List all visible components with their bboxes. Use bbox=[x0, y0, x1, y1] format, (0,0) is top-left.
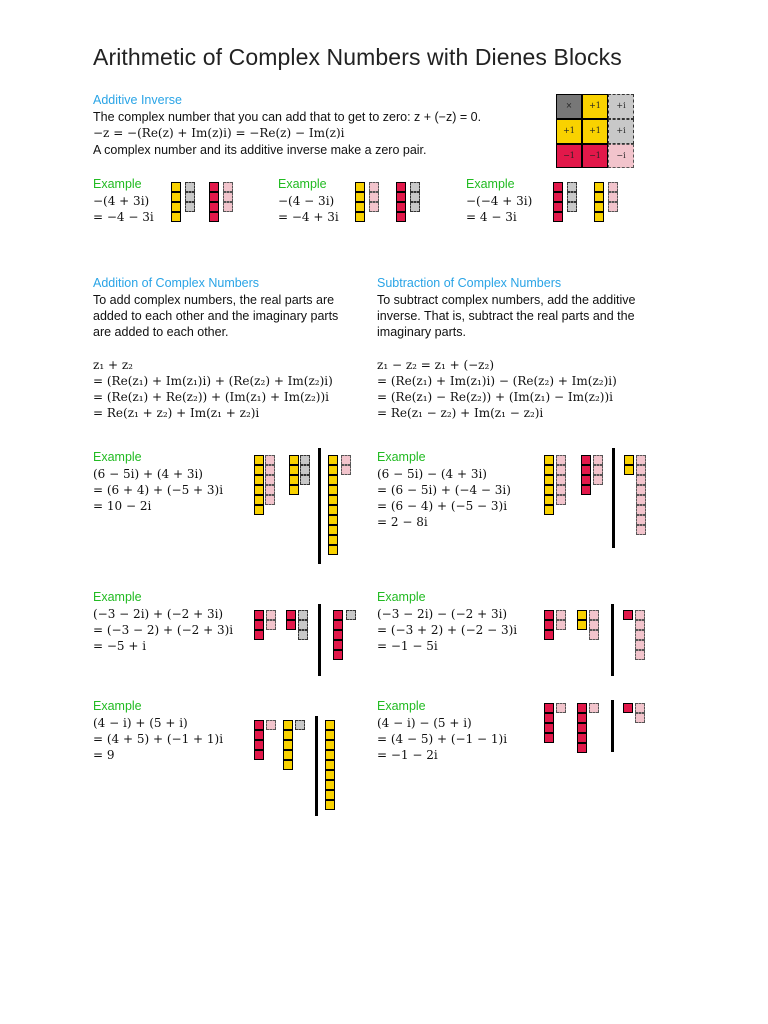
example-label: Example bbox=[278, 177, 327, 191]
example-line: (6 − 5i) + (4 + 3i) bbox=[93, 467, 203, 481]
subtraction-text-3: imaginary parts. bbox=[377, 325, 466, 339]
real-unit-block bbox=[355, 192, 365, 202]
real-unit-block bbox=[325, 800, 335, 810]
negative-real-block bbox=[623, 703, 633, 713]
equals-divider bbox=[318, 448, 321, 564]
negative-imaginary-block bbox=[636, 505, 646, 515]
negative-imaginary-block bbox=[635, 703, 645, 713]
additive-inverse-heading: Additive Inverse bbox=[93, 93, 182, 107]
imaginary-unit-block bbox=[300, 475, 310, 485]
real-unit-block bbox=[328, 525, 338, 535]
negative-imaginary-block bbox=[266, 620, 276, 630]
addition-formula-4: = Re(z₁ + z₂) + Im(z₁ + z₂)i bbox=[93, 406, 260, 420]
equals-divider bbox=[318, 604, 321, 676]
negative-real-block bbox=[254, 610, 264, 620]
example-line: = −5 + i bbox=[93, 639, 147, 653]
real-unit-block bbox=[325, 780, 335, 790]
imaginary-unit-block bbox=[185, 192, 195, 202]
negative-imaginary-block bbox=[636, 485, 646, 495]
negative-imaginary-block bbox=[556, 475, 566, 485]
real-unit-block bbox=[328, 505, 338, 515]
example-line: = 10 − 2i bbox=[93, 499, 152, 513]
negative-real-block bbox=[333, 610, 343, 620]
negative-imaginary-block bbox=[636, 495, 646, 505]
real-unit-block bbox=[577, 610, 587, 620]
real-unit-block bbox=[283, 760, 293, 770]
real-unit-block bbox=[594, 192, 604, 202]
example-line: (6 − 5i) − (4 + 3i) bbox=[377, 467, 487, 481]
negative-real-block bbox=[333, 620, 343, 630]
real-unit-block bbox=[594, 182, 604, 192]
negative-imaginary-block bbox=[589, 703, 599, 713]
negative-real-block bbox=[544, 733, 554, 743]
negative-imaginary-block bbox=[589, 630, 599, 640]
negative-imaginary-block bbox=[593, 475, 603, 485]
negative-real-block bbox=[333, 650, 343, 660]
example-line: = 2 − 8i bbox=[377, 515, 428, 529]
real-unit-block bbox=[328, 515, 338, 525]
example-label: Example bbox=[93, 177, 142, 191]
negative-imaginary-block bbox=[341, 465, 351, 475]
negative-imaginary-block bbox=[369, 192, 379, 202]
real-unit-block bbox=[328, 455, 338, 465]
imaginary-unit-block bbox=[298, 620, 308, 630]
negative-real-block bbox=[209, 202, 219, 212]
example-line: −(−4 + 3i) bbox=[466, 194, 533, 208]
negative-real-block bbox=[581, 455, 591, 465]
equals-divider bbox=[611, 604, 614, 676]
example-label: Example bbox=[93, 450, 142, 464]
real-unit-block bbox=[254, 495, 264, 505]
real-unit-block bbox=[254, 455, 264, 465]
addition-heading: Addition of Complex Numbers bbox=[93, 276, 260, 290]
real-unit-block bbox=[544, 495, 554, 505]
real-unit-block bbox=[328, 465, 338, 475]
negative-real-block bbox=[553, 212, 563, 222]
negative-imaginary-block bbox=[265, 465, 275, 475]
negative-imaginary-block bbox=[556, 495, 566, 505]
additive-inverse-line-1: The complex number that you can add that to get to zero: z + (−z) = 0. bbox=[93, 110, 482, 124]
example-line: = −4 − 3i bbox=[93, 210, 154, 224]
real-unit-block bbox=[594, 202, 604, 212]
negative-real-block bbox=[209, 182, 219, 192]
negative-real-block bbox=[286, 610, 296, 620]
imaginary-unit-block bbox=[298, 610, 308, 620]
real-unit-block bbox=[328, 535, 338, 545]
addition-text-1: To add complex numbers, the real parts are bbox=[93, 293, 335, 307]
block-key-grid bbox=[556, 94, 634, 168]
negative-real-block bbox=[396, 212, 406, 222]
negative-imaginary-block bbox=[265, 455, 275, 465]
negative-real-block bbox=[209, 212, 219, 222]
negative-imaginary-block bbox=[635, 713, 645, 723]
imaginary-unit-block bbox=[410, 202, 420, 212]
negative-real-block bbox=[577, 703, 587, 713]
real-unit-block bbox=[544, 465, 554, 475]
example-line: = (6 + 4) + (−5 + 3)i bbox=[93, 483, 224, 497]
negative-real-block bbox=[553, 192, 563, 202]
example-line: = 4 − 3i bbox=[466, 210, 517, 224]
negative-imaginary-block bbox=[556, 465, 566, 475]
negative-real-block bbox=[581, 465, 591, 475]
real-unit-block bbox=[544, 475, 554, 485]
real-unit-block bbox=[283, 750, 293, 760]
example-label: Example bbox=[377, 590, 426, 604]
negative-imaginary-block bbox=[265, 495, 275, 505]
negative-imaginary-block bbox=[608, 182, 618, 192]
imaginary-unit-block bbox=[346, 610, 356, 620]
negative-real-block bbox=[577, 713, 587, 723]
imaginary-unit-block bbox=[567, 202, 577, 212]
negative-real-block bbox=[581, 485, 591, 495]
equals-divider bbox=[612, 448, 615, 548]
negative-real-block bbox=[577, 733, 587, 743]
key-cell: −1 bbox=[563, 151, 575, 160]
real-unit-block bbox=[355, 212, 365, 222]
equals-divider bbox=[315, 716, 318, 816]
negative-imaginary-block bbox=[636, 475, 646, 485]
negative-real-block bbox=[581, 475, 591, 485]
real-unit-block bbox=[289, 465, 299, 475]
example-line: = (−3 + 2) + (−2 − 3)i bbox=[377, 623, 518, 637]
example-line: = −1 − 5i bbox=[377, 639, 438, 653]
negative-real-block bbox=[544, 723, 554, 733]
example-label: Example bbox=[93, 699, 142, 713]
real-unit-block bbox=[325, 740, 335, 750]
key-cell: +1 bbox=[563, 126, 575, 135]
negative-imaginary-block bbox=[635, 630, 645, 640]
example-line: −(4 + 3i) bbox=[93, 194, 150, 208]
real-unit-block bbox=[171, 202, 181, 212]
imaginary-unit-block bbox=[295, 720, 305, 730]
example-line: = −4 + 3i bbox=[278, 210, 339, 224]
example-label: Example bbox=[466, 177, 515, 191]
negative-real-block bbox=[623, 610, 633, 620]
example-line: = (6 − 4) + (−5 − 3)i bbox=[377, 499, 508, 513]
negative-imaginary-block bbox=[556, 620, 566, 630]
negative-real-block bbox=[577, 743, 587, 753]
addition-formula-2: = (Re(z₁) + Im(z₁)i) + (Re(z₂) + Im(z₂)i) bbox=[93, 374, 333, 388]
real-unit-block bbox=[328, 485, 338, 495]
negative-real-block bbox=[544, 703, 554, 713]
key-cell: +i bbox=[616, 126, 626, 135]
equals-divider bbox=[611, 700, 614, 752]
real-unit-block bbox=[577, 620, 587, 630]
example-line: (4 − i) + (5 + i) bbox=[93, 716, 188, 730]
negative-real-block bbox=[254, 750, 264, 760]
negative-imaginary-block bbox=[635, 620, 645, 630]
example-line: (−3 − 2i) + (−2 + 3i) bbox=[93, 607, 224, 621]
negative-real-block bbox=[544, 713, 554, 723]
negative-imaginary-block bbox=[608, 202, 618, 212]
imaginary-unit-block bbox=[185, 182, 195, 192]
negative-imaginary-block bbox=[265, 475, 275, 485]
real-unit-block bbox=[283, 720, 293, 730]
example-line: = (6 − 5i) + (−4 − 3i) bbox=[377, 483, 511, 497]
negative-real-block bbox=[254, 620, 264, 630]
negative-real-block bbox=[544, 610, 554, 620]
negative-imaginary-block bbox=[635, 640, 645, 650]
negative-imaginary-block bbox=[556, 703, 566, 713]
key-cell: −i bbox=[616, 151, 626, 160]
real-unit-block bbox=[328, 495, 338, 505]
subtraction-formula-1: z₁ − z₂ = z₁ + (−z₂) bbox=[377, 358, 494, 372]
real-unit-block bbox=[325, 720, 335, 730]
real-unit-block bbox=[254, 485, 264, 495]
real-unit-block bbox=[254, 505, 264, 515]
addition-text-3: are added to each other. bbox=[93, 325, 229, 339]
negative-real-block bbox=[286, 620, 296, 630]
negative-real-block bbox=[553, 182, 563, 192]
example-line: = (4 − 5) + (−1 − 1)i bbox=[377, 732, 508, 746]
real-unit-block bbox=[355, 202, 365, 212]
negative-real-block bbox=[396, 182, 406, 192]
subtraction-text-2: inverse. That is, subtract the real parts and the bbox=[377, 309, 635, 323]
real-unit-block bbox=[289, 475, 299, 485]
example-line: = (−3 − 2) + (−2 + 3)i bbox=[93, 623, 234, 637]
negative-real-block bbox=[254, 740, 264, 750]
real-unit-block bbox=[283, 730, 293, 740]
real-unit-block bbox=[325, 750, 335, 760]
negative-real-block bbox=[396, 202, 406, 212]
negative-imaginary-block bbox=[636, 455, 646, 465]
imaginary-unit-block bbox=[410, 182, 420, 192]
real-unit-block bbox=[594, 212, 604, 222]
negative-imaginary-block bbox=[608, 192, 618, 202]
subtraction-text-1: To subtract complex numbers, add the additive bbox=[377, 293, 636, 307]
imaginary-unit-block bbox=[567, 192, 577, 202]
real-unit-block bbox=[283, 740, 293, 750]
real-unit-block bbox=[171, 212, 181, 222]
real-unit-block bbox=[325, 760, 335, 770]
negative-imaginary-block bbox=[223, 202, 233, 212]
real-unit-block bbox=[289, 455, 299, 465]
real-unit-block bbox=[171, 192, 181, 202]
negative-real-block bbox=[577, 723, 587, 733]
negative-real-block bbox=[544, 620, 554, 630]
negative-imaginary-block bbox=[589, 610, 599, 620]
negative-real-block bbox=[254, 730, 264, 740]
key-cell: +1 bbox=[589, 101, 601, 110]
imaginary-unit-block bbox=[300, 455, 310, 465]
subtraction-formula-4: = Re(z₁ − z₂) + Im(z₁ − z₂)i bbox=[377, 406, 544, 420]
negative-imaginary-block bbox=[635, 610, 645, 620]
real-unit-block bbox=[624, 455, 634, 465]
negative-imaginary-block bbox=[341, 455, 351, 465]
imaginary-unit-block bbox=[567, 182, 577, 192]
negative-real-block bbox=[254, 720, 264, 730]
negative-imaginary-block bbox=[223, 182, 233, 192]
real-unit-block bbox=[325, 730, 335, 740]
negative-real-block bbox=[209, 192, 219, 202]
real-unit-block bbox=[544, 485, 554, 495]
negative-imaginary-block bbox=[369, 202, 379, 212]
negative-imaginary-block bbox=[636, 525, 646, 535]
example-label: Example bbox=[377, 699, 426, 713]
imaginary-unit-block bbox=[185, 202, 195, 212]
negative-imaginary-block bbox=[635, 650, 645, 660]
subtraction-formula-2: = (Re(z₁) + Im(z₁)i) − (Re(z₂) + Im(z₂)i) bbox=[377, 374, 617, 388]
key-cell: +i bbox=[616, 101, 626, 110]
imaginary-unit-block bbox=[300, 465, 310, 475]
additive-inverse-line-3: A complex number and its additive inverse make a zero pair. bbox=[93, 143, 427, 157]
negative-imaginary-block bbox=[636, 515, 646, 525]
real-unit-block bbox=[254, 465, 264, 475]
real-unit-block bbox=[328, 545, 338, 555]
example-line: (4 − i) − (5 + i) bbox=[377, 716, 472, 730]
real-unit-block bbox=[328, 475, 338, 485]
example-label: Example bbox=[93, 590, 142, 604]
addition-formula-3: = (Re(z₁) + Re(z₂)) + (Im(z₁) + Im(z₂))i bbox=[93, 390, 329, 404]
real-unit-block bbox=[289, 485, 299, 495]
imaginary-unit-block bbox=[410, 192, 420, 202]
negative-real-block bbox=[544, 630, 554, 640]
negative-imaginary-block bbox=[369, 182, 379, 192]
example-line: −(4 − 3i) bbox=[278, 194, 335, 208]
key-cell: −1 bbox=[589, 151, 601, 160]
example-line: = −1 − 2i bbox=[377, 748, 438, 762]
negative-imaginary-block bbox=[223, 192, 233, 202]
example-line: (−3 − 2i) − (−2 + 3i) bbox=[377, 607, 508, 621]
example-label: Example bbox=[377, 450, 426, 464]
negative-imaginary-block bbox=[593, 465, 603, 475]
imaginary-unit-block bbox=[298, 630, 308, 640]
negative-imaginary-block bbox=[266, 720, 276, 730]
addition-formula-1: z₁ + z₂ bbox=[93, 358, 133, 372]
real-unit-block bbox=[325, 790, 335, 800]
negative-imaginary-block bbox=[593, 455, 603, 465]
real-unit-block bbox=[171, 182, 181, 192]
negative-imaginary-block bbox=[556, 610, 566, 620]
negative-imaginary-block bbox=[556, 455, 566, 465]
negative-real-block bbox=[396, 192, 406, 202]
real-unit-block bbox=[544, 505, 554, 515]
negative-real-block bbox=[333, 640, 343, 650]
example-line: = 9 bbox=[93, 748, 115, 762]
negative-imaginary-block bbox=[556, 485, 566, 495]
negative-real-block bbox=[254, 630, 264, 640]
negative-imaginary-block bbox=[636, 465, 646, 475]
real-unit-block bbox=[325, 770, 335, 780]
negative-real-block bbox=[553, 202, 563, 212]
subtraction-formula-3: = (Re(z₁) − Re(z₂)) + (Im(z₁) − Im(z₂))i bbox=[377, 390, 613, 404]
real-unit-block bbox=[544, 455, 554, 465]
page-title: Arithmetic of Complex Numbers with Dienes Blocks bbox=[93, 44, 622, 70]
addition-text-2: added to each other and the imaginary parts bbox=[93, 309, 339, 323]
real-unit-block bbox=[355, 182, 365, 192]
example-line: = (4 + 5) + (−1 + 1)i bbox=[93, 732, 224, 746]
real-unit-block bbox=[624, 465, 634, 475]
key-cell: +1 bbox=[589, 126, 601, 135]
key-cell: × bbox=[565, 101, 573, 110]
real-unit-block bbox=[254, 475, 264, 485]
additive-inverse-line-2: −z = −(Re(z) + Im(z)i) = −Re(z) − Im(z)i bbox=[93, 126, 345, 140]
negative-imaginary-block bbox=[265, 485, 275, 495]
negative-imaginary-block bbox=[266, 610, 276, 620]
subtraction-heading: Subtraction of Complex Numbers bbox=[377, 276, 562, 290]
negative-real-block bbox=[333, 630, 343, 640]
negative-imaginary-block bbox=[589, 620, 599, 630]
